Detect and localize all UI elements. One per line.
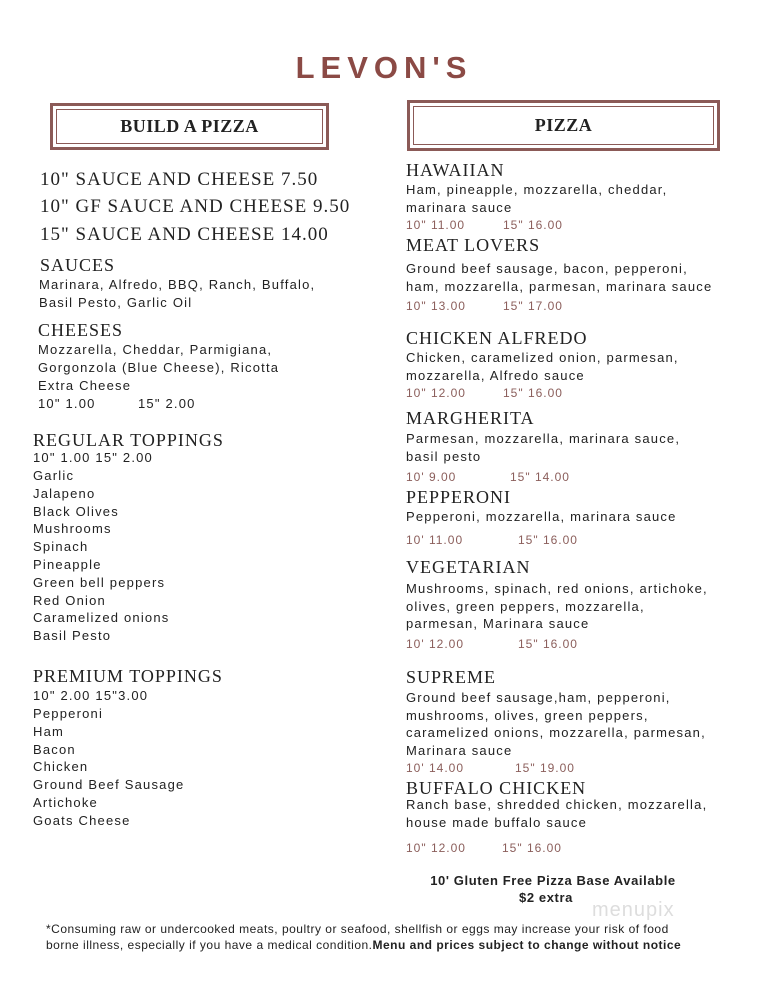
- sauces-text: Marinara, Alfredo, BBQ, Ranch, Buffalo,: [39, 277, 316, 292]
- pizza-description: ham, mozzarella, parmesan, marinara sauce: [406, 278, 713, 294]
- premium-topping-item: Pepperoni: [33, 706, 104, 721]
- extra-cheese-price-10: 10" 1.00: [38, 396, 96, 411]
- pizza-description: Ham, pineapple, mozzarella, cheddar,: [406, 182, 668, 197]
- pizza-name: PEPPERONI: [406, 487, 512, 507]
- pizza-price-10: 10" 11.00: [406, 218, 466, 232]
- pizza-price-10: 10' 14.00: [406, 761, 465, 775]
- pizza-price-15: 15" 19.00: [515, 761, 575, 775]
- pizza-description: Parmesan, mozzarella, marinara sauce,: [406, 431, 681, 446]
- pizza-description: Ground beef sausage,ham, pepperoni,: [406, 690, 671, 705]
- premium-topping-item: Chicken: [33, 759, 89, 775]
- base-price-line: 15" SAUCE AND CHEESE 14.00: [40, 224, 329, 245]
- pizza-name: SUPREME: [406, 667, 497, 687]
- regular-topping-item: Black Olives: [33, 503, 119, 519]
- pizza-price-10: 10' 9.00: [406, 470, 457, 484]
- pizza-price-10: 10' 12.00: [406, 637, 465, 651]
- regular-topping-item: Caramelized onions: [33, 610, 170, 626]
- cheeses-heading: CHEESES: [38, 320, 124, 340]
- pizza-description: basil pesto: [406, 448, 482, 464]
- pizza-heading: PIZZA: [413, 106, 714, 145]
- pizza-name: VEGETARIAN: [406, 557, 531, 577]
- pizza-name: CHICKEN ALFREDO: [406, 328, 588, 348]
- pizza-description: Chicken, caramelized onion, parmesan,: [406, 350, 679, 365]
- pizza-name: MARGHERITA: [406, 408, 535, 428]
- sauces-heading: SAUCES: [40, 255, 116, 275]
- premium-topping-item: Ground Beef Sausage: [33, 777, 185, 793]
- extra-cheese-price-15: 15" 2.00: [138, 396, 196, 411]
- pizza-price-15: 15" 16.00: [503, 218, 563, 232]
- pizza-description: Pepperoni, mozzarella, marinara sauce: [406, 509, 677, 524]
- regular-topping-item: Mushrooms: [33, 521, 112, 537]
- regular-topping-item: Spinach: [33, 539, 89, 555]
- pizza-description: Mushrooms, spinach, red onions, artichoke,: [406, 581, 708, 596]
- regular-topping-item: Pineapple: [33, 557, 102, 572]
- sauces-text: Basil Pesto, Garlic Oil: [39, 295, 193, 310]
- regular-topping-item: Jalapeno: [33, 485, 96, 501]
- pizza-price-10: 10" 13.00: [406, 299, 466, 313]
- pizza-description: parmesan, Marinara sauce: [406, 616, 590, 632]
- build-a-pizza-heading: BUILD A PIZZA: [56, 109, 323, 144]
- pizza-price-10: 10' 11.00: [406, 533, 464, 547]
- regular-topping-item: Garlic: [33, 468, 75, 483]
- build-a-pizza-header: [50, 103, 329, 150]
- restaurant-title: LEVON'S: [295, 50, 473, 85]
- pizza-description: caramelized onions, mozzarella, parmesan,: [406, 725, 706, 741]
- pizza-description: marinara sauce: [406, 199, 513, 215]
- premium-topping-item: Bacon: [33, 741, 76, 757]
- pizza-price-15: 15" 16.00: [518, 637, 578, 651]
- gluten-free-price: $2 extra: [519, 890, 573, 905]
- premium-toppings-heading: PREMIUM TOPPINGS: [33, 666, 223, 686]
- cheeses-text: Extra Cheese: [38, 378, 132, 393]
- premium-topping-item: Goats Cheese: [33, 812, 131, 828]
- pizza-description: Ground beef sausage, bacon, pepperoni,: [406, 261, 688, 276]
- base-price-line: 10" GF SAUCE AND CHEESE 9.50: [40, 196, 351, 217]
- pizza-description: Ranch base, shredded chicken, mozzarella,: [406, 797, 708, 812]
- regular-topping-item: Red Onion: [33, 592, 106, 608]
- pizza-price-15: 15" 16.00: [518, 533, 578, 547]
- cheeses-text: Gorgonzola (Blue Cheese), Ricotta: [38, 360, 280, 375]
- pizza-description: mozzarella, Alfredo sauce: [406, 367, 585, 383]
- watermark: menupix: [592, 899, 675, 921]
- pizza-description: house made buffalo sauce: [406, 814, 588, 830]
- pizza-name: HAWAIIAN: [406, 160, 505, 180]
- pizza-name: BUFFALO CHICKEN: [406, 778, 587, 798]
- regular-topping-item: Green bell peppers: [33, 574, 166, 590]
- premium-topping-item: Artichoke: [33, 795, 98, 810]
- premium-toppings-prices: 10" 2.00 15"3.00: [33, 688, 149, 703]
- pizza-description: Marinara sauce: [406, 743, 513, 759]
- premium-topping-item: Ham: [33, 723, 65, 739]
- disclaimer-notice: Menu and prices subject to change without notice: [372, 938, 682, 952]
- cheeses-text: Mozzarella, Cheddar, Parmigiana,: [38, 342, 273, 357]
- pizza-name: MEAT LOVERS: [406, 235, 541, 255]
- pizza-price-15: 15" 17.00: [503, 299, 563, 313]
- disclaimer-text: borne illness, especially if you have a medical condition.: [46, 938, 373, 952]
- pizza-price-15: 15" 16.00: [503, 386, 563, 400]
- pizza-price-10: 10" 12.00: [406, 841, 466, 855]
- pizza-price-10: 10" 12.00: [406, 386, 466, 400]
- gluten-free-note: 10' Gluten Free Pizza Base Available: [430, 873, 676, 888]
- base-price-line: 10" SAUCE AND CHEESE 7.50: [40, 169, 319, 190]
- regular-toppings-prices: 10" 1.00 15" 2.00: [33, 450, 153, 465]
- pizza-description: olives, green peppers, mozzarella,: [406, 598, 645, 614]
- pizza-description: mushrooms, olives, green peppers,: [406, 707, 649, 723]
- pizza-price-15: 15" 16.00: [502, 841, 562, 855]
- disclaimer-line-1: *Consuming raw or undercooked meats, poultry or seafood, shellfish or eggs may increase your risk of food: [46, 922, 669, 936]
- pizza-price-15: 15" 14.00: [510, 470, 570, 484]
- regular-topping-item: Basil Pesto: [33, 628, 112, 644]
- regular-toppings-heading: REGULAR TOPPINGS: [33, 430, 224, 450]
- disclaimer-line-2: [46, 938, 681, 953]
- pizza-header: [407, 100, 720, 151]
